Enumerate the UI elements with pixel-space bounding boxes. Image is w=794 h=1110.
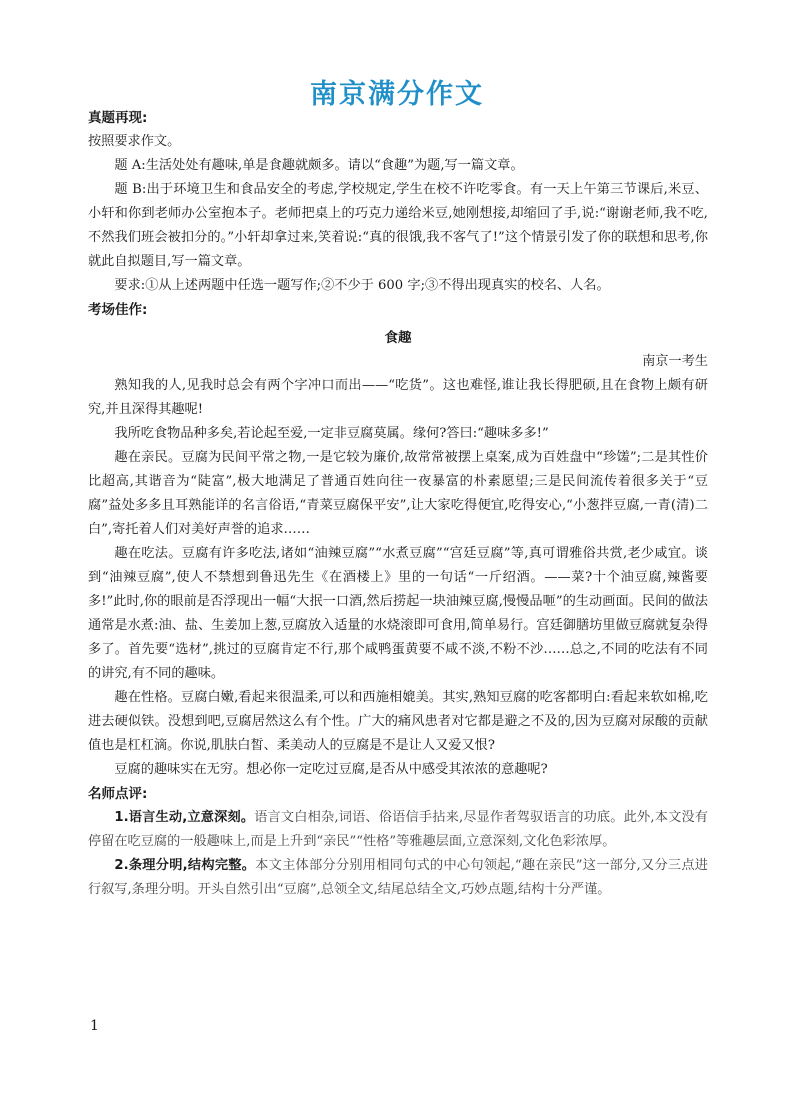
essay-paragraph: 趣在亲民。豆腐为民间平常之物,一是它较为廉价,故常常被摆上桌案,成为百姓盘中“珍馐”;二是其性价比超高,其谐音为“陡富”,极大地满足了普通百姓向往一夜暴富的朴素愿望;三是民间流传着很多关于“豆腐”益处多多且耳熟能详的名言俗语,“青菜豆腐保平安”,让大家吃得便宜,吃得安心,“小葱拌豆腐,一青(清)二白”,寄托着人们对美好声誉的追求…… (88, 450, 708, 537)
essay-title: 食趣 (384, 330, 412, 346)
comment-item (88, 806, 708, 854)
section-heading-real-question: 真题再现: (88, 110, 148, 126)
page-title: 南京满分作文 (310, 79, 484, 110)
section-heading-exam-essay: 考场佳作: (88, 302, 148, 318)
comment-item (88, 854, 708, 902)
essay-author: 南京一考生 (642, 354, 708, 369)
section-heading-teacher-comment: 名师点评: (88, 786, 148, 802)
essay-paragraph: 豆腐的趣味实在无穷。想必你一定吃过豆腐,是否从中感受其浓浓的意趣呢? (114, 762, 548, 777)
essay-paragraph: 我所吃食物品种多矣,若论起至爱,一定非豆腐莫属。缘何?答曰:“趣味多多!” (114, 426, 549, 441)
comment-body: 本文主体部分分别用相同句式的中心句领起,“趣在亲民”这一部分,又分三点进行叙写,条理分明。开头自然引出“豆腐”,总领全文,结尾总结全文,巧妙点题,结构十分严谨。 (88, 858, 708, 897)
essay-paragraph: 熟知我的人,见我时总会有两个字冲口而出——“吃货”。这也难怪,谁让我长得肥硕,且在食物上颇有研究,并且深得其趣呢! (88, 378, 708, 417)
topic-b: 题 B:出于环境卫生和食品安全的考虑,学校规定,学生在校不许吃零食。有一天上午第三节课后,米豆、小轩和你到老师办公室抱本子。老师把桌上的巧克力递给米豆,她刚想接,却缩回了手,说:“谢谢老师,我不吃,不然我们班会被扣分的。”小轩却拿过来,笑着说:“真的很饿,我不客气了!”这个情景引发了你的联想和思考,你就此自拟题目,写一篇文章。 (88, 182, 708, 269)
requirements: 要求:①从上述两题中任选一题写作;②不少于 600 字;③不得出现真实的校名、人名。 (114, 278, 610, 293)
instruction-text: 按照要求作文。 (88, 134, 181, 149)
document-body (88, 106, 708, 902)
essay-paragraph: 趣在性格。豆腐白嫩,看起来很温柔,可以和西施相媲美。其实,熟知豆腐的吃客都明白:看起来软如棉,吃进去硬似铁。没想到吧,豆腐居然这么有个性。广大的痛风患者对它都是避之不及的,因为豆腐对尿酸的贡献值也是杠杠滴。你说,肌肤白皙、柔美动人的豆腐是不是让人又爱又恨? (88, 690, 708, 753)
essay-paragraph: 趣在吃法。豆腐有许多吃法,诸如“油辣豆腐”“水煮豆腐”“宫廷豆腐”等,真可谓雅俗共赏,老少咸宜。谈到“油辣豆腐”,使人不禁想到鲁迅先生《在酒楼上》里的一句话“一斤绍酒。——菜?十个油豆腐,辣酱要多!”此时,你的眼前是否浮现出一幅“大抿一口酒,然后捞起一块油辣豆腐,慢慢品咂”的生动画面。民间的做法通常是水煮:油、盐、生姜加上葱,豆腐放入适量的水烧滚即可食用,简单易行。宫廷御膳坊里做豆腐就复杂得多了。首先要“选材”,挑过的豆腐肯定不行,那个咸鸭蛋黄要不咸不淡,不粉不沙……总之,不同的吃法有不同的讲究,有不同的趣味。 (88, 546, 708, 681)
page-number: 1 (90, 1018, 99, 1034)
comment-head: 2.条理分明,结构完整。 (114, 858, 256, 873)
topic-a: 题 A:生活处处有趣味,单是食趣就颇多。请以“食趣”为题,写一篇文章。 (114, 158, 524, 173)
comment-head: 1.语言生动,立意深刻。 (114, 810, 255, 825)
comment-body: 语言文白相杂,词语、俗语信手拈来,尽显作者驾驭语言的功底。此外,本文没有停留在吃豆腐的一般趣味上,而是上升到“亲民”“性格”等雅趣层面,立意深刻,文化色彩浓厚。 (88, 810, 708, 849)
